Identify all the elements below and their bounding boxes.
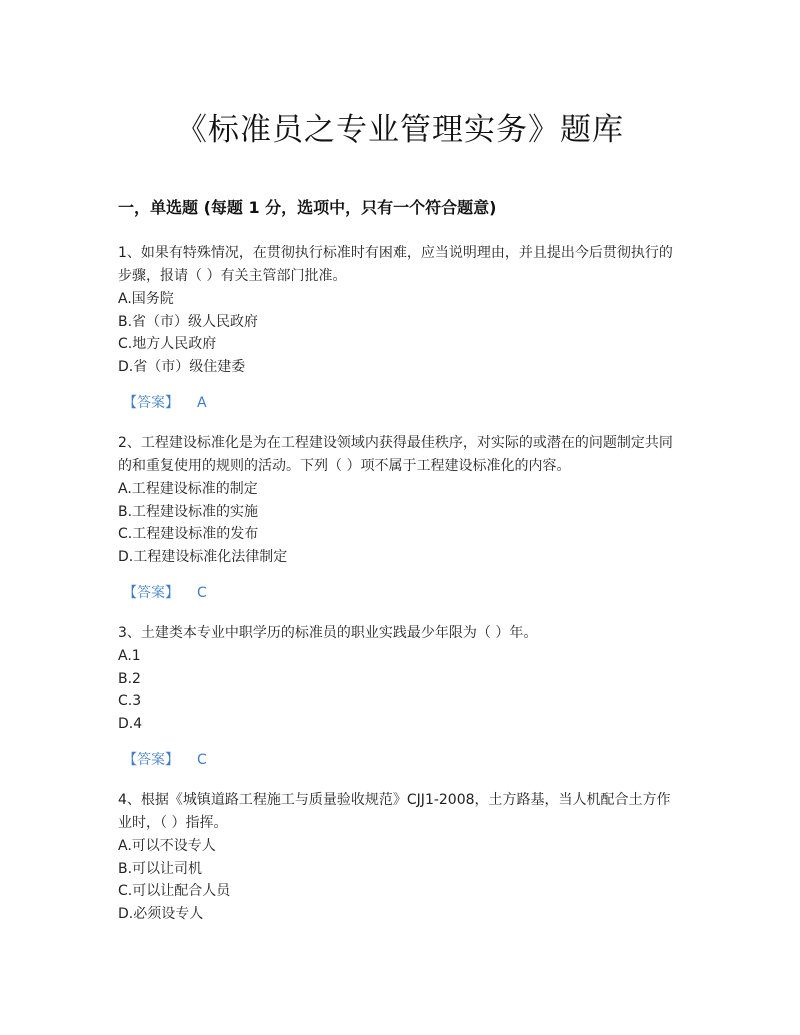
option-b: B.2 xyxy=(118,670,141,687)
option-list xyxy=(118,645,684,735)
answer-value: C xyxy=(197,585,207,601)
option-list xyxy=(118,288,684,378)
answer-label: 【答案】 xyxy=(123,395,179,411)
question-4 xyxy=(118,789,684,925)
option-list xyxy=(118,835,684,925)
answer-label: 【答案】 xyxy=(123,585,179,601)
option-c: C.工程建设标准的发布 xyxy=(118,526,259,542)
answer-label: 【答案】 xyxy=(123,752,179,768)
option-a: A.可以不设专人 xyxy=(118,838,216,854)
question-list xyxy=(118,242,684,943)
option-b: B.可以让司机 xyxy=(118,860,203,877)
option-a: A.1 xyxy=(118,648,141,664)
option-c: C.可以让配合人员 xyxy=(118,883,231,899)
question-stem: 2、工程建设标准化是为在工程建设领域内获得最佳秩序，对实际的或潜在的问题制定共同的和重复使用的规则的活动。下列（ ）项不属于工程建设标准化的内容。 xyxy=(118,435,673,474)
question-2 xyxy=(118,432,684,604)
section-heading: 一，单选题 (每题 1 分，选项中，只有一个符合题意) xyxy=(118,198,497,217)
answer-line xyxy=(118,582,684,604)
question-1 xyxy=(118,242,684,414)
option-b: B.工程建设标准的实施 xyxy=(118,503,259,520)
question-3 xyxy=(118,622,684,771)
option-list xyxy=(118,478,684,568)
option-c: C.3 xyxy=(118,693,142,709)
option-d: D.必须设专人 xyxy=(118,905,204,922)
answer-line xyxy=(118,749,684,771)
answer-value: C xyxy=(197,752,207,768)
option-d: D.4 xyxy=(118,715,143,732)
answer-line xyxy=(118,392,684,414)
option-a: A.国务院 xyxy=(118,291,174,307)
answer-value: A xyxy=(197,395,207,411)
question-stem: 1、如果有特殊情况，在贯彻执行标准时有困难，应当说明理由，并且提出今后贯彻执行的步骤，报请（ ）有关主管部门批准。 xyxy=(118,245,673,284)
question-stem: 3、土建类本专业中职学历的标准员的职业实践最少年限为（ ）年。 xyxy=(118,625,538,641)
option-a: A.工程建设标准的制定 xyxy=(118,481,258,497)
option-d: D.省（市）级住建委 xyxy=(118,358,246,375)
option-b: B.省（市）级人民政府 xyxy=(118,313,259,330)
option-c: C.地方人民政府 xyxy=(118,336,217,352)
option-d: D.工程建设标准化法律制定 xyxy=(118,548,288,565)
question-stem: 4、根据《城镇道路工程施工与质量验收规范》CJJ1-2008，土方路基，当人机配合土方作业时，（ ）指挥。 xyxy=(118,792,671,831)
document-title: 《标准员之专业管理实务》题库 xyxy=(176,112,624,148)
